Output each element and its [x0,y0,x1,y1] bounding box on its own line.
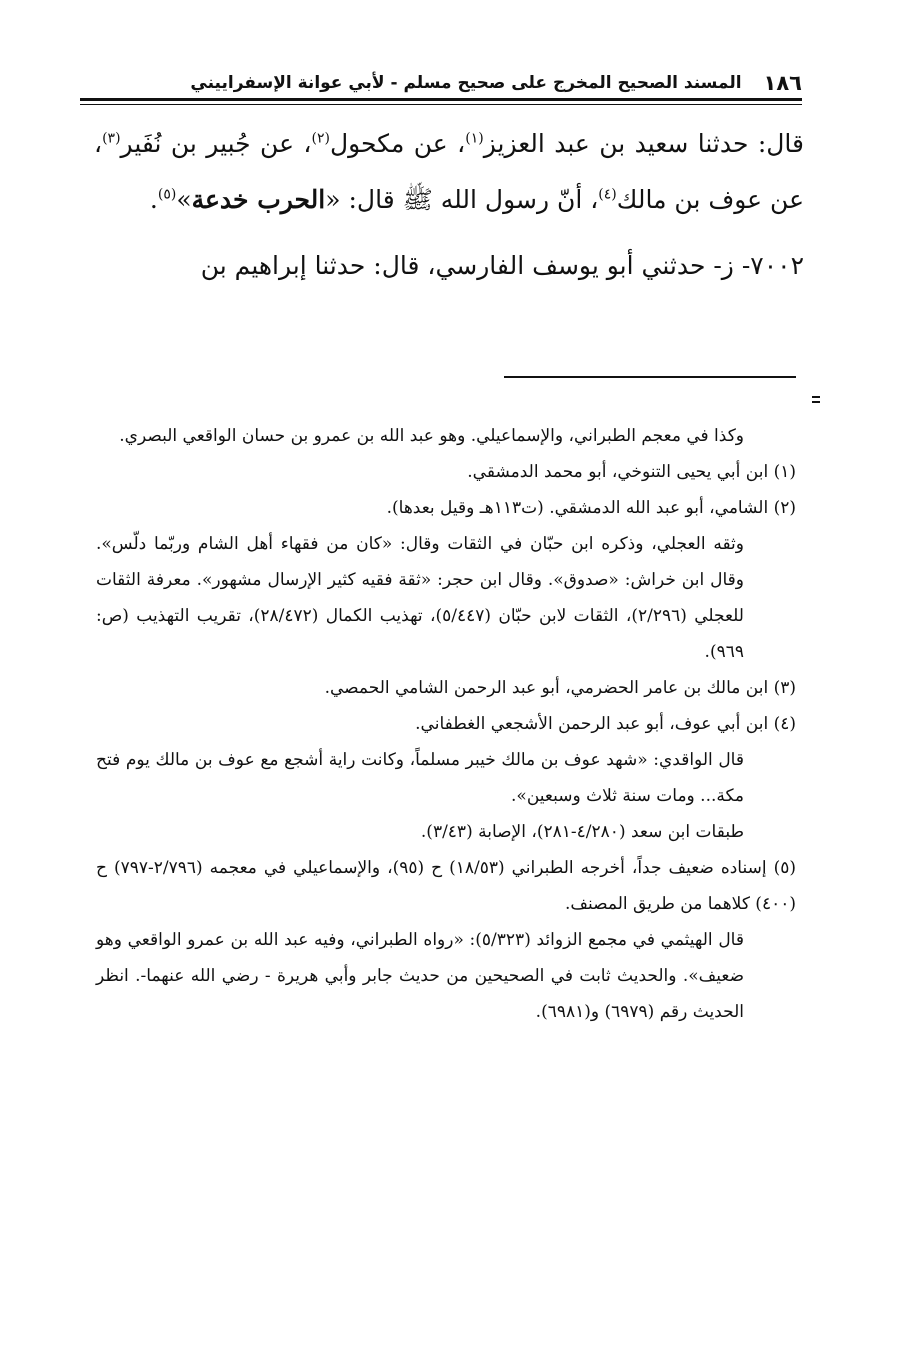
hadith-paragraph [94,116,804,228]
text-segment: ، عن عوف بن مالك [94,129,804,214]
footnote-4-body: قال الواقدي: «شهد عوف بن مالك خيبر مسلماً، وكانت راية أشجع مع عوف بن مالك يوم فتح مكة... ومات سنة ثلاث وسبعين». [96,750,744,806]
main-text [94,116,804,294]
footnote-3: (٣) ابن مالك بن عامر الحضرمي، أبو عبد الرحمن الشامي الحمصي. [324,678,796,698]
text-segment: قال: حدثنا سعيد بن عبد العزيز [483,129,805,158]
footnotes [96,418,796,1030]
footnote-5: (٥) إسناده ضعيف جداً، أخرجه الطبراني (١٨/٥٣) ح (٩٥)، والإسماعيلي في معجمه (٢/٧٩٦-٧٩٧) ح (٤٠٠) كلاهما من طريق المصنف. [96,858,796,914]
footnote-ref-3: (٣) [102,130,121,147]
running-header [80,66,802,100]
continuation-mark [812,396,820,398]
text-segment: ، عن مكحول [329,129,466,158]
header-rule-thick [80,98,802,101]
continuation-mark [812,401,820,403]
text-segment: ، عن جُبير بن نُفَير [120,129,312,158]
page-number: ١٨٦ [763,71,802,95]
text-segment: » [176,185,192,214]
footnote-4: (٤) ابن أبي عوف، أبو عبد الرحمن الأشجعي الغطفاني. [415,714,796,734]
header-rule-thin [80,104,802,105]
footnote-ref-4: (٤) [598,186,617,203]
footnote-4-sources: طبقات ابن سعد (٤/٢٨٠-٢٨١)، الإصابة (٣/٤٣). [420,822,744,842]
hadith-7002-start: ٧٠٠٢- ز- حدثني أبو يوسف الفارسي، قال: حدثنا إبراهيم بن [200,251,804,280]
footnote-1: (١) ابن أبي يحيى التنوخي، أبو محمد الدمشقي. [467,462,796,482]
footnote-ref-1: (١) [465,130,484,147]
footnote-ref-2: (٢) [311,130,330,147]
footnote-2: (٢) الشامي، أبو عبد الله الدمشقي. (ت١١٣هـ وقيل بعدها). [386,498,796,518]
footnote-continuation: وكذا في معجم الطبراني، والإسماعيلي. وهو عبد الله بن عمرو بن حسان الواقعي البصري. [119,426,744,446]
text-segment: . [149,185,158,214]
footnote-2-body: وثقه العجلي، وذكره ابن حبّان في الثقات وقال: «كان من فقهاء أهل الشام وربّما دلّس». وقال ابن خراش: «صدوق». وقال ابن حجر: «ثقة فقيه كثير الإرسال مشهور». معرفة الثقات للعجلي (٢/٢٩٦)، الثقات لابن حبّان (٥/٤٤٧)، تهذيب الكمال (٢٨/٤٧٢)، تقريب التهذيب (ص: ٩٦٩). [96,534,744,662]
footnote-5-body: قال الهيثمي في مجمع الزوائد (٥/٣٢٣): «رواه الطبراني، وفيه عبد الله بن عمرو الواقعي وهو ضعيف». والحديث ثابت في الصحيحين من حديث جابر وأبي هريرة - رضي الله عنهما-. انظر الحديث رقم (٦٩٧٩) و(٦٩٨١). [96,930,744,1022]
running-title: المسند الصحيح المخرج على صحيح مسلم - لأبي عوانة الإسفراييني [190,73,742,93]
hadith-matn: الحرب خدعة [191,185,326,214]
footnote-ref-5: (٥) [157,186,177,203]
footnote-separator [504,376,796,378]
text-segment: ، أنّ رسول الله ﷺ قال: « [325,185,599,214]
